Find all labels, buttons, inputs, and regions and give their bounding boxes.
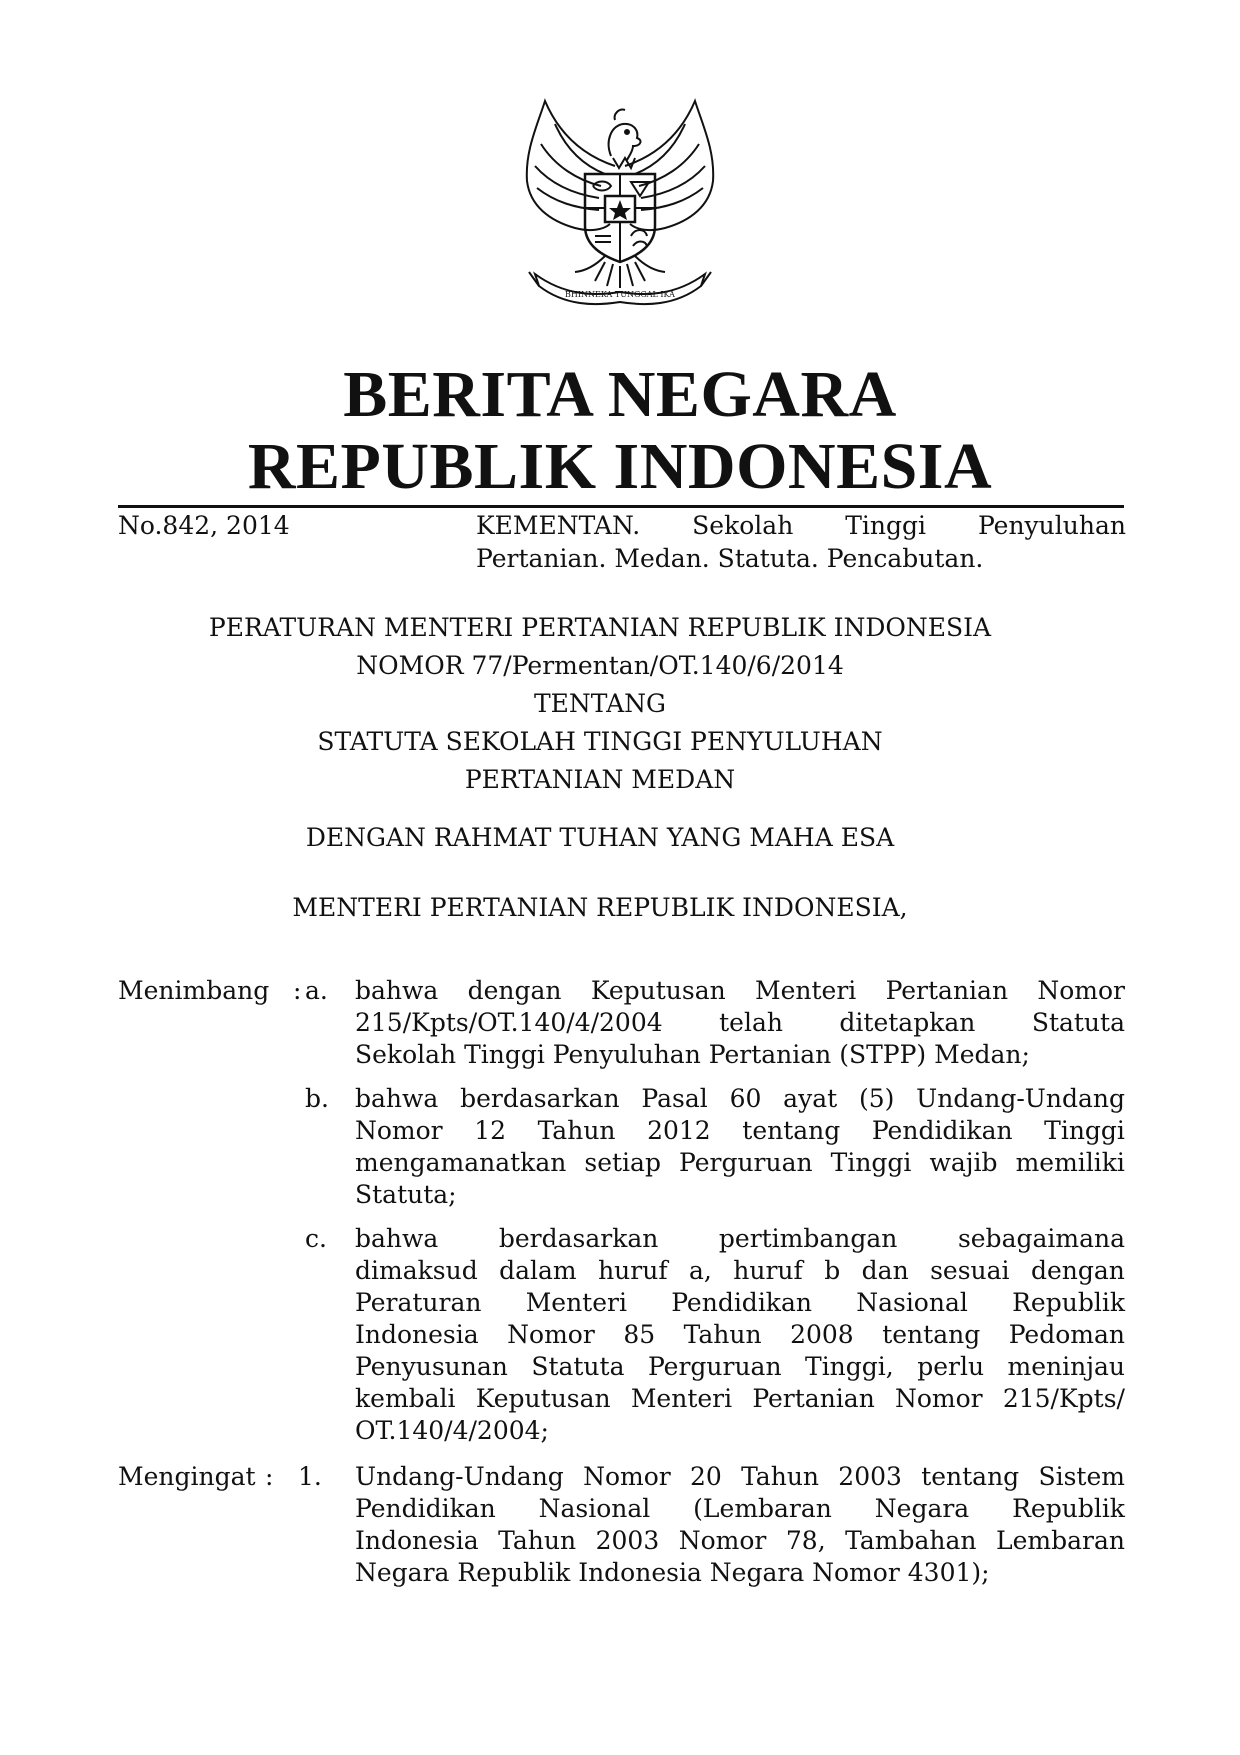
regulation-tentang: TENTANG bbox=[533, 689, 666, 718]
word: Republik bbox=[1012, 1288, 1125, 1317]
word: 2012 bbox=[647, 1116, 711, 1145]
word: tentang bbox=[882, 1320, 981, 1349]
word: ditetapkan bbox=[839, 1008, 976, 1037]
word: berdasarkan bbox=[460, 1084, 620, 1113]
word: Undang-Undang bbox=[916, 1084, 1125, 1113]
masthead-rule bbox=[118, 505, 1124, 508]
word: a, bbox=[689, 1256, 712, 1285]
issuing-authority: MENTERI PERTANIAN REPUBLIK INDONESIA, bbox=[292, 893, 908, 922]
list-item-line bbox=[355, 1083, 1125, 1115]
word: Nomor bbox=[895, 1384, 983, 1413]
word: huruf bbox=[733, 1256, 803, 1285]
list-item-last-line: Negara Republik Indonesia Negara Nomor 4301); bbox=[355, 1558, 990, 1587]
word: Indonesia bbox=[355, 1526, 479, 1555]
list-item-line bbox=[355, 1115, 1125, 1147]
subject-word: Tinggi bbox=[845, 511, 927, 540]
list-marker: c. bbox=[305, 1224, 327, 1253]
list-item-line bbox=[355, 975, 1125, 1007]
word: Tinggi bbox=[1044, 1116, 1125, 1145]
word: Indonesia bbox=[355, 1320, 479, 1349]
word: Nomor bbox=[507, 1320, 595, 1349]
regulation-title-line-1: PERATURAN MENTERI PERTANIAN REPUBLIK INDONESIA bbox=[208, 613, 992, 642]
word: bahwa bbox=[355, 1224, 439, 1253]
word: Nasional bbox=[538, 1494, 651, 1523]
word: setiap bbox=[584, 1148, 661, 1177]
list-item-line bbox=[355, 1147, 1125, 1179]
word: Pendidikan bbox=[671, 1288, 812, 1317]
word: Tahun bbox=[537, 1116, 616, 1145]
word: bahwa bbox=[355, 976, 439, 1005]
word: Penyusunan bbox=[355, 1352, 508, 1381]
word: Keputusan bbox=[475, 1384, 611, 1413]
list-item-line bbox=[355, 1255, 1125, 1287]
word: 60 bbox=[729, 1084, 762, 1113]
list-item-line bbox=[355, 1007, 1125, 1039]
gazette-subject-line-1 bbox=[476, 510, 1126, 542]
word: sesuai bbox=[930, 1256, 1010, 1285]
list-item-line bbox=[355, 1525, 1125, 1557]
word: huruf bbox=[598, 1256, 668, 1285]
word: Tahun bbox=[683, 1320, 762, 1349]
word: 2003 bbox=[838, 1462, 902, 1491]
word: wajib bbox=[929, 1148, 998, 1177]
word: Tambahan bbox=[845, 1526, 977, 1555]
word: ayat bbox=[783, 1084, 838, 1113]
word: dengan bbox=[1030, 1256, 1125, 1285]
list-item-line bbox=[355, 1493, 1125, 1525]
word: Menteri bbox=[754, 976, 857, 1005]
word: dalam bbox=[499, 1256, 577, 1285]
word: pertimbangan bbox=[718, 1224, 898, 1253]
word: Undang-Undang bbox=[355, 1462, 564, 1491]
regulation-number: NOMOR 77/Permentan/OT.140/6/2014 bbox=[356, 651, 844, 680]
word: 20 bbox=[690, 1462, 722, 1491]
list-item-last-line: Sekolah Tinggi Penyuluhan Pertanian (STPP) Medan; bbox=[355, 1040, 1030, 1069]
list-item-last-line: OT.140/4/2004; bbox=[355, 1416, 549, 1445]
word: Perguruan bbox=[647, 1352, 782, 1381]
menimbang-colon: : bbox=[293, 976, 302, 1005]
list-item-line bbox=[355, 1223, 1125, 1255]
mengingat-colon: : bbox=[265, 1462, 274, 1491]
word: 215/Kpts/OT.140/4/2004 bbox=[355, 1008, 663, 1037]
word: Negara bbox=[874, 1494, 970, 1523]
menimbang-label: Menimbang bbox=[118, 976, 270, 1005]
gazette-subject-line-2: Pertanian. Medan. Statuta. Pencabutan. bbox=[476, 544, 984, 573]
word: 215/Kpts/ bbox=[1002, 1384, 1125, 1413]
word: b bbox=[824, 1256, 841, 1285]
word: Menteri bbox=[525, 1288, 627, 1317]
subject-word: Sekolah bbox=[692, 511, 794, 540]
word: 78, bbox=[785, 1526, 826, 1555]
word: Lembaran bbox=[996, 1526, 1125, 1555]
list-item-line bbox=[355, 1461, 1125, 1493]
word: sebagaimana bbox=[957, 1224, 1125, 1253]
word: dengan bbox=[467, 976, 562, 1005]
garuda-pancasila-emblem bbox=[515, 96, 725, 310]
word: Keputusan bbox=[590, 976, 726, 1005]
word: Tinggi bbox=[830, 1148, 912, 1177]
list-item-line bbox=[355, 1383, 1125, 1415]
word: tentang bbox=[742, 1116, 841, 1145]
word: 2008 bbox=[790, 1320, 854, 1349]
word: Pasal bbox=[641, 1084, 708, 1113]
list-item-line bbox=[355, 1351, 1125, 1383]
word: Menteri bbox=[630, 1384, 733, 1413]
word: Sistem bbox=[1038, 1462, 1125, 1491]
word: Peraturan bbox=[355, 1288, 482, 1317]
word: Nomor bbox=[678, 1526, 767, 1555]
word: meninjau bbox=[1007, 1352, 1125, 1381]
word: telah bbox=[719, 1008, 783, 1037]
word: Pertanian bbox=[885, 976, 1009, 1005]
masthead-line-2: REPUBLIK INDONESIA bbox=[247, 430, 993, 503]
word: berdasarkan bbox=[498, 1224, 659, 1253]
word: Pendidikan bbox=[355, 1494, 496, 1523]
word: mengamanatkan bbox=[355, 1148, 567, 1177]
invocation: DENGAN RAHMAT TUHAN YANG MAHA ESA bbox=[305, 823, 895, 852]
word: perlu bbox=[917, 1352, 985, 1381]
word: 2003 bbox=[595, 1526, 660, 1555]
word: kembali bbox=[355, 1384, 456, 1413]
word: Perguruan bbox=[679, 1148, 813, 1177]
regulation-subject-line-1: STATUTA SEKOLAH TINGGI PENYULUHAN bbox=[317, 727, 883, 756]
word: Tahun bbox=[741, 1462, 820, 1491]
word: Nomor bbox=[583, 1462, 671, 1491]
list-marker: a. bbox=[305, 976, 328, 1005]
word: Nomor bbox=[355, 1116, 443, 1145]
subject-word: Penyuluhan bbox=[977, 511, 1126, 540]
word: dan bbox=[861, 1256, 909, 1285]
word: Pertanian bbox=[752, 1384, 875, 1413]
regulation-subject-line-2: PERTANIAN MEDAN bbox=[464, 765, 736, 794]
word: Pendidikan bbox=[871, 1116, 1013, 1145]
word: dimaksud bbox=[355, 1256, 478, 1285]
word: Statuta bbox=[1031, 1008, 1125, 1037]
word: (5) bbox=[858, 1084, 895, 1113]
word: Tinggi, bbox=[805, 1352, 894, 1381]
word: Nomor bbox=[1037, 976, 1125, 1005]
word: bahwa bbox=[355, 1084, 439, 1113]
list-item-line bbox=[355, 1319, 1125, 1351]
subject-word: KEMENTAN. bbox=[476, 511, 641, 540]
word: Tahun bbox=[498, 1526, 577, 1555]
svg-text:BHINNEKA TUNGGAL IKA: BHINNEKA TUNGGAL IKA bbox=[565, 290, 675, 299]
word: memiliki bbox=[1015, 1148, 1125, 1177]
word: Nasional bbox=[856, 1288, 968, 1317]
word: 85 bbox=[623, 1320, 656, 1349]
list-marker: b. bbox=[305, 1084, 329, 1113]
word: (Lembaran bbox=[693, 1494, 832, 1523]
word: tentang bbox=[921, 1462, 1020, 1491]
masthead-line-1: BERITA NEGARA bbox=[343, 358, 897, 431]
list-item-last-line: Statuta; bbox=[355, 1180, 457, 1209]
word: Statuta bbox=[531, 1352, 625, 1381]
word: Republik bbox=[1012, 1494, 1125, 1523]
list-item-line bbox=[355, 1287, 1125, 1319]
word: 12 bbox=[474, 1116, 507, 1145]
list-marker: 1. bbox=[298, 1462, 322, 1491]
word: Pedoman bbox=[1008, 1320, 1125, 1349]
mengingat-label: Mengingat bbox=[118, 1462, 256, 1491]
gazette-number: No.842, 2014 bbox=[118, 511, 290, 540]
